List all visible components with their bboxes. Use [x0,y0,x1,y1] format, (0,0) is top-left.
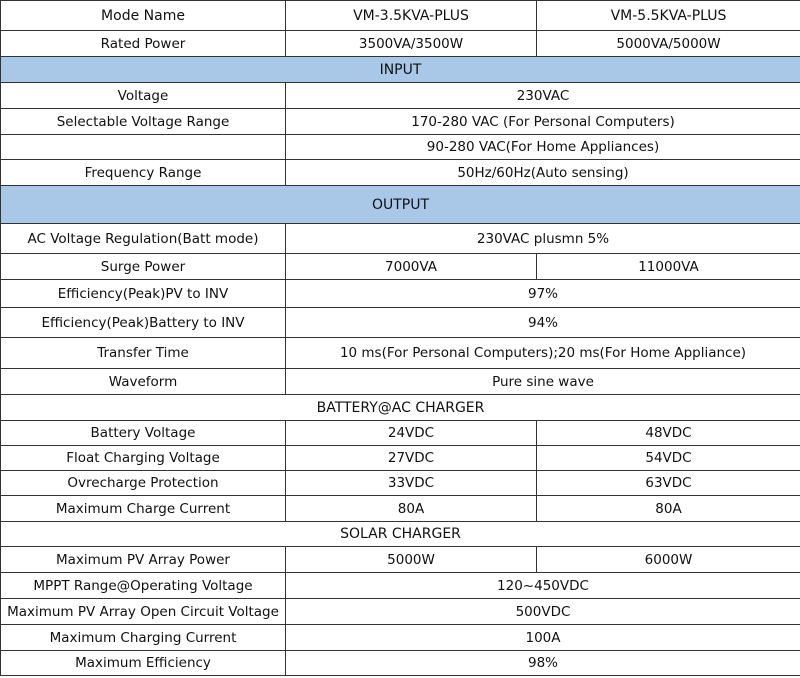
row-label: Maximum PV Array Open Circuit Voltage [1,599,286,625]
row-value: 98% [286,651,800,676]
section-row [1,186,800,224]
row-value-model-1: 3500VA/3500W [286,31,537,57]
table-row [1,421,800,446]
row-value: 230VAC plusmn 5% [286,224,800,254]
row-value: 90-280 VAC(For Home Appliances) [286,135,800,160]
row-label: Waveform [1,369,286,395]
section-title-solar: SOLAR CHARGER [1,522,800,547]
row-label: Efficiency(Peak)PV to INV [1,280,286,308]
table-row [1,338,800,369]
row-label: AC Voltage Regulation(Batt mode) [1,224,286,254]
row-value-model-2: 54VDC [537,446,800,471]
table-row [1,625,800,651]
row-value: Pure sine wave [286,369,800,395]
row-label: Voltage [1,83,286,109]
header-model-1: VM-3.5KVA-PLUS [286,1,537,31]
section-row [1,522,800,547]
row-value-model-1: 80A [286,496,537,522]
row-label: Maximum Efficiency [1,651,286,676]
table-row [1,369,800,395]
section-title-input: INPUT [1,57,800,83]
table-row [1,254,800,280]
row-value-model-2: 6000W [537,547,800,573]
row-value-model-2: 5000VA/5000W [537,31,800,57]
row-value-model-2: 63VDC [537,471,800,496]
table-row [1,160,800,186]
section-row [1,57,800,83]
table-row [1,135,800,160]
section-row [1,395,800,421]
row-label: Battery Voltage [1,421,286,446]
row-value-model-2: 11000VA [537,254,800,280]
table-row [1,496,800,522]
row-value: 500VDC [286,599,800,625]
row-value: 94% [286,308,800,338]
table-row [1,31,800,57]
row-value: 230VAC [286,83,800,109]
row-value: 120~450VDC [286,573,800,599]
header-row [1,1,800,31]
header-mode-name: Mode Name [1,1,286,31]
table-row [1,280,800,308]
row-label: Transfer Time [1,338,286,369]
table-row [1,83,800,109]
row-value-model-2: 48VDC [537,421,800,446]
section-title-output: OUTPUT [1,186,800,224]
header-model-2: VM-5.5KVA-PLUS [537,1,800,31]
table-row [1,308,800,338]
row-label: Frequency Range [1,160,286,186]
row-label-empty [1,135,286,160]
row-value: 50Hz/60Hz(Auto sensing) [286,160,800,186]
row-value: 170-280 VAC (For Personal Computers) [286,109,800,135]
row-label: Efficiency(Peak)Battery to INV [1,308,286,338]
row-value-model-1: 5000W [286,547,537,573]
row-label: Maximum PV Array Power [1,547,286,573]
row-label: Ovrecharge Protection [1,471,286,496]
row-value: 97% [286,280,800,308]
row-label: Maximum Charge Current [1,496,286,522]
row-value-model-1: 33VDC [286,471,537,496]
table-row [1,547,800,573]
row-value-model-2: 80A [537,496,800,522]
table-row [1,599,800,625]
table-row [1,471,800,496]
row-value-model-1: 7000VA [286,254,537,280]
table-row [1,224,800,254]
row-value-model-1: 24VDC [286,421,537,446]
row-value: 100A [286,625,800,651]
row-label: Maximum Charging Current [1,625,286,651]
table-row [1,573,800,599]
row-label: Float Charging Voltage [1,446,286,471]
row-label: Surge Power [1,254,286,280]
row-label: Selectable Voltage Range [1,109,286,135]
row-label: Rated Power [1,31,286,57]
row-label: MPPT Range@Operating Voltage [1,573,286,599]
table-row [1,446,800,471]
table-row [1,651,800,676]
row-value: 10 ms(For Personal Computers);20 ms(For Home Appliance) [286,338,800,369]
table-row [1,109,800,135]
section-title-battery: BATTERY@AC CHARGER [1,395,800,421]
row-value-model-1: 27VDC [286,446,537,471]
